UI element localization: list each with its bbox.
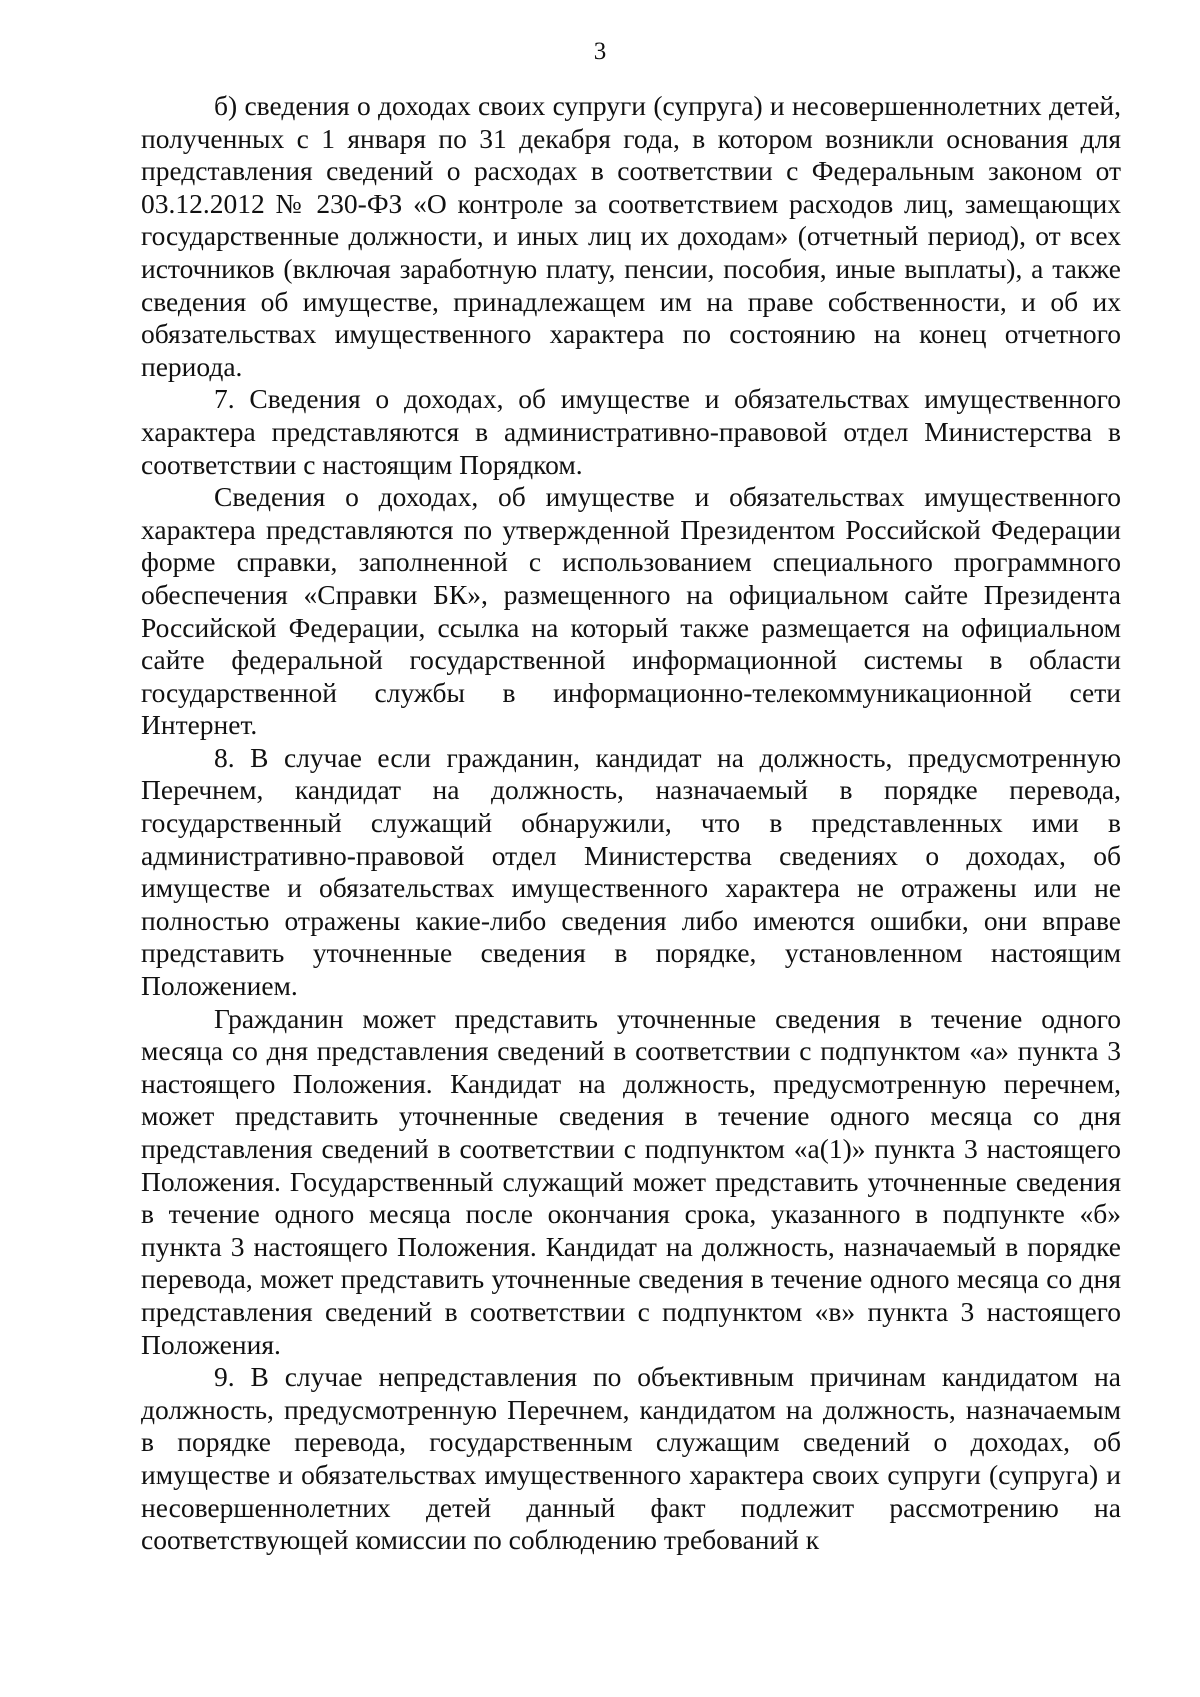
paragraph-item-7-form: Сведения о доходах, об имуществе и обязательствах имущественного характера представляются по утвержденной Президентом Российской Федерации форме справки, заполненной с использованием специального программного обеспечения «Справки БК», размещенного на официальном сайте Президента Российской Федерации, ссылка на который также размещается на официальном сайте федеральной государственной информационной системы в области государственной службы в информационно-телекоммуникационной сети Интернет.: [141, 481, 1121, 741]
paragraph-item-7: 7. Сведения о доходах, об имуществе и обязательствах имущественного характера представляются в административно-правовой отдел Министерства в соответствии с настоящим Порядком.: [141, 383, 1121, 480]
paragraph-item-8-deadlines: Гражданин может представить уточненные сведения в течение одного месяца со дня представления сведений в соответствии с подпунктом «а» пункта 3 настоящего Положения. Кандидат на должность, предусмотренную перечнем, может представить уточненные сведения в течение одного месяца со дня представления сведений в соответствии с подпунктом «а(1)» пункта 3 настоящего Положения. Государственный служащий может представить уточненные сведения в течение одного месяца после окончания срока, указанного в подпункте «б» пункта 3 настоящего Положения. Кандидат на должность, назначаемый в порядке перевода, может представить уточненные сведения в течение одного месяца со дня представления сведений в соответствии с подпунктом «в» пункта 3 настоящего Положения.: [141, 1002, 1121, 1360]
page-number: 3: [593, 38, 607, 65]
paragraph-subitem-b: б) сведения о доходах своих супруги (супруга) и несовершеннолетних детей, полученных с 1 января по 31 декабря года, в котором возникли основания для представления сведений о расходах в соответствии с Федеральным законом от 03.12.2012 № 230-ФЗ «О контроле за соответствием расходов лиц, замещающих государственные должности, и иных лиц их доходам» (отчетный период), от всех источников (включая заработную плату, пенсии, пособия, иные выплаты), а также сведения об имуществе, принадлежащем им на праве собственности, и об их обязательствах имущественного характера по состоянию на конец отчетного периода.: [141, 90, 1121, 382]
paragraph-item-9: 9. В случае непредставления по объективным причинам кандидатом на должность, предусмотренную Перечнем, кандидатом на должность, назначаемым в порядке перевода, государственным служащим сведений о доходах, об имуществе и обязательствах имущественного характера своих супруги (супруга) и несовершеннолетних детей данный факт подлежит рассмотрению на соответствующей комиссии по соблюдению требований к: [141, 1361, 1121, 1556]
document-body: [141, 90, 1121, 1557]
paragraph-item-8: 8. В случае если гражданин, кандидат на должность, предусмотренную Перечнем, кандидат на должность, назначаемый в порядке перевода, государственный служащий обнаружили, что в представленных ими в административно-правовой отдел Министерства сведениях о доходах, об имуществе и обязательствах имущественного характера не отражены или не полностью отражены какие-либо сведения либо имеются ошибки, они вправе представить уточненные сведения в порядке, установленном настоящим Положением.: [141, 741, 1121, 1002]
